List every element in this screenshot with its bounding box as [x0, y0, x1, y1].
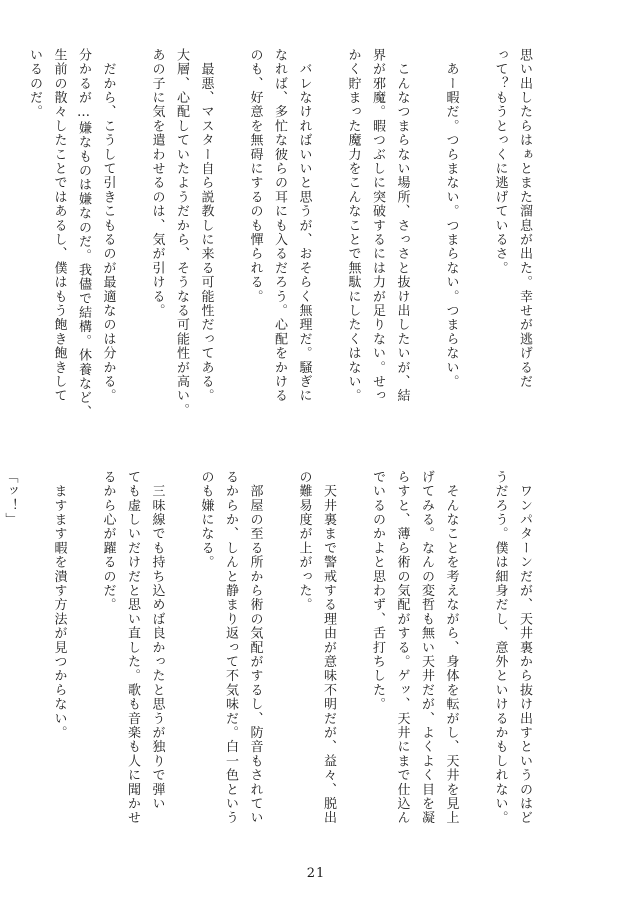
text-line: あー暇だ。つらまない。つまらない。つまらない。 [443, 48, 459, 389]
text-line: らすと、薄ら術の気配がする。ゲッ、天井にまで仕込ん [394, 470, 410, 825]
text-line: るからか、しんと静まり返って不気味だ。白一色という [223, 470, 238, 825]
text-line: 分かるが…嫌なものは嫌なのだ。我儘で結構。休養など、 [76, 48, 91, 420]
text-line: だから、こうして引きこもるのが最適なのは分かる。 [100, 48, 116, 403]
text-line: の難易度が上がった。 [296, 470, 312, 612]
text-line: あの子に気を遣わせるのは、気が引ける。 [149, 48, 165, 318]
paragraph-gap [120, 48, 145, 428]
paragraph-gap [267, 470, 292, 850]
text-line: 思い出したらはぁとまた溜息が出た。幸せが逃げるだ [517, 48, 532, 389]
paragraph-gap [71, 470, 96, 850]
text-line: ますます暇を潰す方法が見つからない。 [51, 470, 67, 740]
text-line: いるのだ。 [27, 48, 42, 119]
paragraph-gap [463, 470, 488, 850]
text-line: ても虚しいだけだと思い直した。歌も音楽も人に聞かせ [125, 470, 140, 825]
text-line: こんなつまらない場所、さっさと抜け出したいが、結 [394, 48, 410, 403]
text-line: 生前の散々したことではあるし、僕はもう飽き飽きして [51, 48, 67, 403]
page-number: 21 [306, 866, 326, 881]
text-line: 部屋の至る所から術の気配がするし、防音もされてい [247, 470, 263, 825]
text-line: 大層、心配していたようだから、そうなる可能性が高い。 [174, 48, 189, 418]
paragraph-gap [414, 48, 439, 428]
text-line: 三味線でも持ち込めば良かったと思うが独りで弾い [149, 470, 165, 811]
text-line: バレなければいいと思うが、おそらく無理だ。騒ぎに [296, 48, 312, 403]
text-line: でいるのかよと思わず、舌打ちした。 [370, 470, 385, 712]
text-line: のも嫌になる。 [198, 470, 214, 570]
text-line: るから心が躍るのだ。 [100, 470, 116, 612]
text-line: 「ッ！」 [2, 470, 18, 527]
text-line: って？もうとっくに逃げているさ。 [492, 48, 508, 276]
paragraph-gap [218, 48, 243, 428]
paragraph-gap [340, 470, 365, 850]
paragraph-gap [22, 470, 47, 850]
text-line: 最悪、マスター自ら説教しに来る可能性だってある。 [198, 48, 214, 403]
text-line: ワンパターンだが、天井裏から抜け出すというのはど [517, 470, 532, 825]
paragraph-gap [0, 48, 22, 428]
text-line: うだろう。僕は細身だし、意外といけるかもしれない。 [492, 470, 508, 825]
text-line: かく貯まった魔力をこんなことで無駄にしたくはない。 [345, 48, 361, 403]
paragraph-gap [316, 48, 341, 428]
paragraph-gap [169, 470, 194, 850]
paragraph-gap [463, 48, 488, 428]
text-line: のも、好意を無碍にするのも憚られる。 [247, 48, 263, 304]
text-block-top [0, 48, 536, 428]
text-line: 天井裏まで警戒する理由が意味不明だが、益々、脱出 [321, 470, 336, 825]
text-line: 界が邪魔。暇つぶしに突破するには力が足りない。せっ [370, 48, 385, 403]
text-block-bottom [0, 470, 536, 850]
text-line: そんなことを考えながら、身体を転がし、天井を見上 [443, 470, 459, 825]
text-line: なれば、多忙な彼らの耳にも入るだろう。心配をかける [272, 48, 287, 403]
text-line: げてみる。なんの変哲も無い天井だが、よくよく目を凝 [419, 470, 434, 825]
